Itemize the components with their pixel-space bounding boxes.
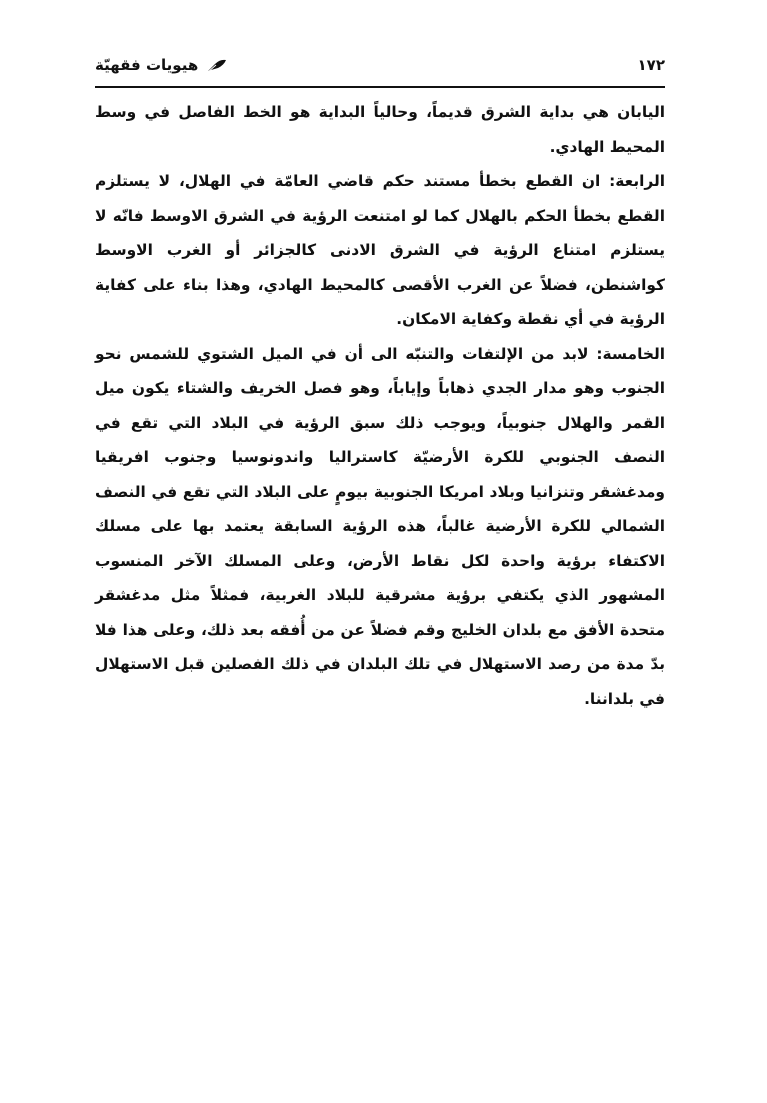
paragraph-text: ان القطع بخطأ مستند حكم قاضي العامّة في الهلال، لا يستلزم القطع بخطأ الحكم بالهلال كما لو امتنعت الرؤية في الشرق الاوسط فانّه لا يستلزم امتناع الرؤية في الشرق الادنى كالجزائر أو الغرب الاوسط كواشنطن، فضلاً عن الغرب الأقصى كالمحيط الهادي، وهذا بناء على كفاية الرؤية في أي نقطة وكفاية الامكان. [95,172,665,328]
running-title [95,56,227,74]
page-body [95,95,665,716]
paragraph-text: اليابان هي بداية الشرق قديماً، وحالياً البداية هو الخط الفاصل في وسط المحيط الهادي. [95,103,665,156]
paragraph [95,95,665,164]
quill-pen-icon [207,59,227,73]
running-title-text: هيويات فقهيّة [95,56,199,74]
paragraph-term: الرابعة: [609,172,665,190]
paragraph-text: لابد من الإلتفات والتنبّه الى أن في الميل الشتوي للشمس نحو الجنوب وهو مدار الجدي ذهاباً وإياباً، وهو فصل الخريف والشتاء يكون ميل القمر والهلال جنوبياً، ويوجب ذلك سبق الرؤية في البلاد التي تقع في النصف الجنوبي للكرة الأرضيّة كاستراليا واندونوسيا وجنوب افريقيا ومدغشقر وتنزانيا وبلاد امريكا الجنوبية بيومٍ على البلاد التي تقع في النصف الشمالي للكرة الأرضية غالباً، هذه الرؤية السابقة يعتمد بها على مسلك الاكتفاء برؤية واحدة لكل نقاط الأرض، وعلى المسلك الآخر المنسوب المشهور الذي يكتفي برؤية مشرقية للبلاد الغربية، فمثلاً مثل مدغشقر متحدة الأفق مع بلدان الخليج وقم فضلاً عن من أُفقه بعد ذلك، وعلى هذا فلا بدّ مدة من رصد الاستهلال في تلك البلدان في ذلك الفصلين قبل الاستهلال في بلداننا. [95,344,665,708]
paragraph [95,337,665,717]
paragraph [95,164,665,337]
header-divider [95,86,665,88]
page-header [95,50,665,90]
page-number: ١٧٢ [637,56,665,74]
paragraph-term: الخامسة: [596,344,665,363]
